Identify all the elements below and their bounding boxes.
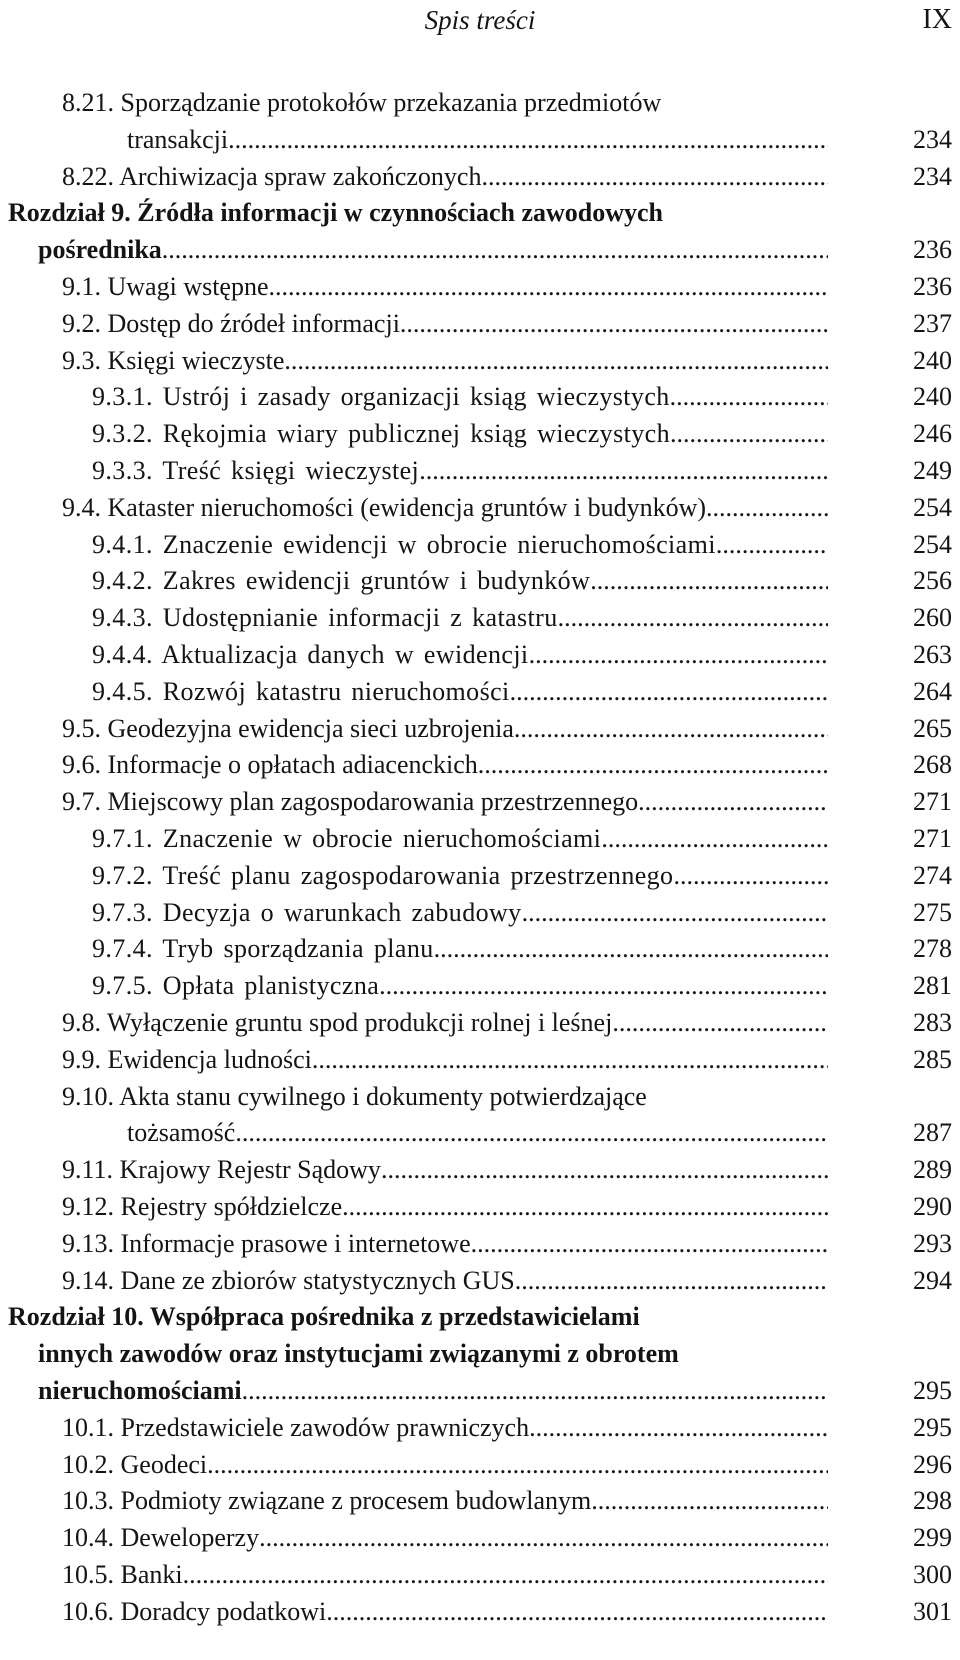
toc-entry-title: 10.2. Geodeci xyxy=(62,1449,208,1479)
dot-leader xyxy=(558,600,828,637)
dot-leader xyxy=(242,1373,828,1410)
dot-leader xyxy=(515,1263,828,1300)
dot-leader xyxy=(510,674,828,711)
toc-entry xyxy=(92,674,828,711)
toc-entry xyxy=(62,1263,828,1300)
toc-entry xyxy=(92,858,828,895)
dot-leader xyxy=(673,858,828,895)
toc-entry-page-number: 256 xyxy=(913,566,952,596)
toc-entry-title: Rozdział 9. Źródła informacji w czynnościach zawodowych xyxy=(8,198,664,228)
dot-leader xyxy=(162,232,828,269)
toc-entry xyxy=(92,379,828,416)
toc-entry-title: 9.4.3. Udostępnianie informacji z katastru xyxy=(92,603,558,633)
toc-entry xyxy=(62,1594,828,1631)
toc-entry-page-number: 265 xyxy=(913,713,952,743)
toc-entry-page-number: 296 xyxy=(913,1449,952,1479)
toc-entry-page-number: 240 xyxy=(913,382,952,412)
dot-leader xyxy=(590,563,828,600)
dot-leader xyxy=(529,637,828,674)
toc-entry-title: 9.12. Rejestry spółdzielcze xyxy=(62,1192,343,1221)
toc-entry-title: 9.8. Wyłączenie gruntu spod produkcji rolnej i leśnej xyxy=(62,1008,613,1037)
dot-leader xyxy=(284,343,828,380)
dot-leader xyxy=(342,1189,828,1226)
toc-entry-page-number: 293 xyxy=(913,1228,952,1258)
toc-entry xyxy=(8,195,828,232)
dot-leader xyxy=(235,1115,828,1152)
toc-entry-page-number: 298 xyxy=(913,1486,952,1516)
toc-entry xyxy=(38,1373,828,1410)
toc-entry xyxy=(92,563,828,600)
toc-entry xyxy=(62,1152,828,1189)
dot-leader xyxy=(312,1042,828,1079)
toc-entry xyxy=(92,453,828,490)
toc-entry xyxy=(62,1447,828,1484)
toc-entry xyxy=(92,821,828,858)
toc-entry-title: 10.3. Podmioty związane z procesem budowlanym xyxy=(62,1486,592,1516)
toc-entry-page-number: 264 xyxy=(913,676,952,706)
dot-leader xyxy=(471,1226,828,1263)
toc-entry xyxy=(62,306,828,343)
toc-entry xyxy=(92,895,828,932)
toc-entry-page-number: 260 xyxy=(913,603,952,633)
toc-entry-title: 9.3.1. Ustrój i zasady organizacji ksiąg wieczystych xyxy=(92,382,670,412)
dot-leader xyxy=(183,1557,828,1594)
toc-entry xyxy=(62,784,828,821)
toc-entry-title: 9.4.4. Aktualizacja danych w ewidencji xyxy=(92,640,529,669)
toc-entry-page-number: 249 xyxy=(913,456,952,485)
dot-leader xyxy=(670,379,828,416)
toc-entry xyxy=(62,490,828,527)
toc-entry-title: 9.2. Dostęp do źródeł informacji xyxy=(62,308,400,338)
toc-entry-title: 10.1. Przedstawiciele zawodów prawniczych xyxy=(62,1412,530,1442)
dot-leader xyxy=(670,416,828,453)
dot-leader xyxy=(638,784,828,821)
toc-entry xyxy=(127,1115,828,1152)
toc-entry-page-number: 300 xyxy=(913,1560,952,1589)
toc-entry-title: 9.4. Kataster nieruchomości (ewidencja gruntów i budynków) xyxy=(62,492,707,522)
toc-entry xyxy=(92,600,828,637)
toc-entry xyxy=(38,1336,828,1373)
dot-leader xyxy=(529,1410,828,1447)
toc-entry-page-number: 281 xyxy=(913,971,952,1001)
toc-entry-title: 9.5. Geodezyjna ewidencja sieci uzbrojenia xyxy=(62,713,514,743)
toc-entry-page-number: 295 xyxy=(913,1376,952,1405)
toc-entry xyxy=(127,122,828,159)
dot-leader xyxy=(612,1005,828,1042)
toc-entry-title: 9.10. Akta stanu cywilnego i dokumenty potwierdzające xyxy=(62,1081,647,1111)
toc-entry-page-number: 236 xyxy=(913,235,952,265)
toc-entry xyxy=(92,931,828,968)
toc-entry xyxy=(62,1557,828,1594)
toc-entry xyxy=(62,711,828,748)
toc-entry xyxy=(92,527,828,564)
toc-entry-title: 8.22. Archiwizacja spraw zakończonych xyxy=(62,161,482,191)
toc-entry-page-number: 290 xyxy=(913,1192,952,1221)
toc-entry xyxy=(92,968,828,1005)
toc-entry xyxy=(62,85,828,122)
toc-entry-title: 9.4.2. Zakres ewidencji gruntów i budynków xyxy=(92,566,591,596)
toc-entry-title: 9.7.2. Treść planu zagospodarowania przestrzennego xyxy=(92,860,674,890)
toc-entry-page-number: 234 xyxy=(913,161,952,191)
toc-entry-title: 10.4. Deweloperzy xyxy=(62,1523,260,1553)
toc-entry-title: 9.3.2. Rękojmia wiary publicznej ksiąg wieczystych xyxy=(92,419,670,449)
toc-entry-title: 9.13. Informacje prasowe i internetowe xyxy=(62,1228,471,1258)
toc-entry xyxy=(8,1299,828,1336)
toc-entry-page-number: 268 xyxy=(913,750,952,780)
dot-leader xyxy=(601,821,828,858)
toc-entry-page-number: 295 xyxy=(913,1412,952,1442)
toc-entry-title: 9.4.1. Znaczenie ewidencji w obrocie nieruchomościami xyxy=(92,529,716,559)
toc-entry-page-number: 283 xyxy=(913,1008,952,1037)
toc-entry xyxy=(62,1483,828,1520)
toc-entry xyxy=(62,1226,828,1263)
toc-entry-page-number: 301 xyxy=(913,1596,952,1626)
toc-entry-page-number: 263 xyxy=(913,640,952,669)
toc-entry-title: 9.1. Uwagi wstępne xyxy=(62,272,269,301)
dot-leader xyxy=(379,968,828,1005)
toc-entry-title: 10.5. Banki xyxy=(62,1560,183,1589)
toc-entry xyxy=(62,159,828,196)
toc-entry-page-number: 294 xyxy=(913,1265,952,1295)
toc-entry xyxy=(38,232,828,269)
toc-entry-title: 9.6. Informacje o opłatach adiacenckich xyxy=(62,750,478,780)
toc-entry-title: 9.7.3. Decyzja o warunkach zabudowy xyxy=(92,897,522,927)
dot-leader xyxy=(478,747,828,784)
toc-entry xyxy=(62,1079,828,1116)
dot-leader xyxy=(269,269,828,306)
toc-entry-title: 9.3.3. Treść księgi wieczystej xyxy=(92,456,420,485)
toc-entry-page-number: 234 xyxy=(913,124,952,154)
toc-entry-title: 8.21. Sporządzanie protokołów przekazania przedmiotów xyxy=(62,88,662,117)
toc-entry-title: 9.14. Dane ze zbiorów statystycznych GUS xyxy=(62,1265,515,1295)
toc-entry-page-number: 275 xyxy=(913,897,952,927)
toc-entry-page-number: 236 xyxy=(913,272,952,301)
toc-entry-title: Rozdział 10. Współpraca pośrednika z przedstawicielami xyxy=(8,1302,640,1332)
toc-entry-page-number: 254 xyxy=(913,492,952,522)
toc-entry-page-number: 287 xyxy=(913,1118,952,1148)
toc-entry xyxy=(92,637,828,674)
dot-leader xyxy=(259,1520,828,1557)
toc-entry-title: pośrednika xyxy=(38,235,162,265)
dot-leader xyxy=(706,490,828,527)
toc-entry-title: 9.4.5. Rozwój katastru nieruchomości xyxy=(92,676,510,706)
toc-entry-title: 9.11. Krajowy Rejestr Sądowy xyxy=(62,1155,381,1185)
toc-entry-title: 9.3. Księgi wieczyste xyxy=(62,345,285,375)
dot-leader xyxy=(207,1447,828,1484)
toc-entry xyxy=(62,747,828,784)
dot-leader xyxy=(400,306,828,343)
toc-entry-title: 9.7.1. Znaczenie w obrocie nieruchomościami xyxy=(92,824,602,853)
running-header-page-number: IX xyxy=(922,4,952,35)
toc-entry-title: 10.6. Doradcy podatkowi xyxy=(62,1596,327,1626)
toc-entry-title: 9.7.4. Tryb sporządzania planu xyxy=(92,934,434,964)
toc-entry xyxy=(92,416,828,453)
toc-entry xyxy=(62,1005,828,1042)
toc-entry-page-number: 240 xyxy=(913,345,952,375)
dot-leader xyxy=(591,1483,828,1520)
dot-leader xyxy=(434,931,828,968)
toc-entry-page-number: 285 xyxy=(913,1044,952,1074)
toc-entry xyxy=(62,1410,828,1447)
toc-entry-title: 9.9. Ewidencja ludności xyxy=(62,1044,312,1074)
dot-leader xyxy=(419,453,828,490)
toc-entry-page-number: 271 xyxy=(913,824,952,853)
toc-entry xyxy=(62,1189,828,1226)
toc-entry-title: innych zawodów oraz instytucjami związanymi z obrotem xyxy=(38,1339,679,1369)
toc-entry xyxy=(62,1042,828,1079)
toc-entry-page-number: 271 xyxy=(913,787,952,817)
toc-entry-page-number: 274 xyxy=(913,860,952,890)
toc-entry xyxy=(62,343,828,380)
toc-entry-title: transakcji xyxy=(127,124,229,154)
toc-entry-page-number: 237 xyxy=(913,308,952,338)
dot-leader xyxy=(716,527,828,564)
dot-leader xyxy=(326,1594,828,1631)
toc-entry-title: nieruchomościami xyxy=(38,1376,242,1405)
toc-entry-page-number: 254 xyxy=(913,529,952,559)
dot-leader xyxy=(228,122,828,159)
toc-entry-page-number: 278 xyxy=(913,934,952,964)
toc-entry-title: 9.7. Miejscowy plan zagospodarowania przestrzennego xyxy=(62,787,639,817)
toc-entry-title: 9.7.5. Opłata planistyczna xyxy=(92,971,380,1001)
toc-entry-page-number: 299 xyxy=(913,1523,952,1553)
toc-entry-page-number: 246 xyxy=(913,419,952,449)
toc-entry-page-number: 289 xyxy=(913,1155,952,1185)
dot-leader xyxy=(522,895,828,932)
running-header-title: Spis treści xyxy=(424,5,536,35)
toc-entry xyxy=(62,269,828,306)
dot-leader xyxy=(381,1152,828,1189)
dot-leader xyxy=(514,711,828,748)
toc-entry xyxy=(62,1520,828,1557)
dot-leader xyxy=(481,159,828,196)
toc-entry-title: tożsamość xyxy=(127,1118,236,1148)
